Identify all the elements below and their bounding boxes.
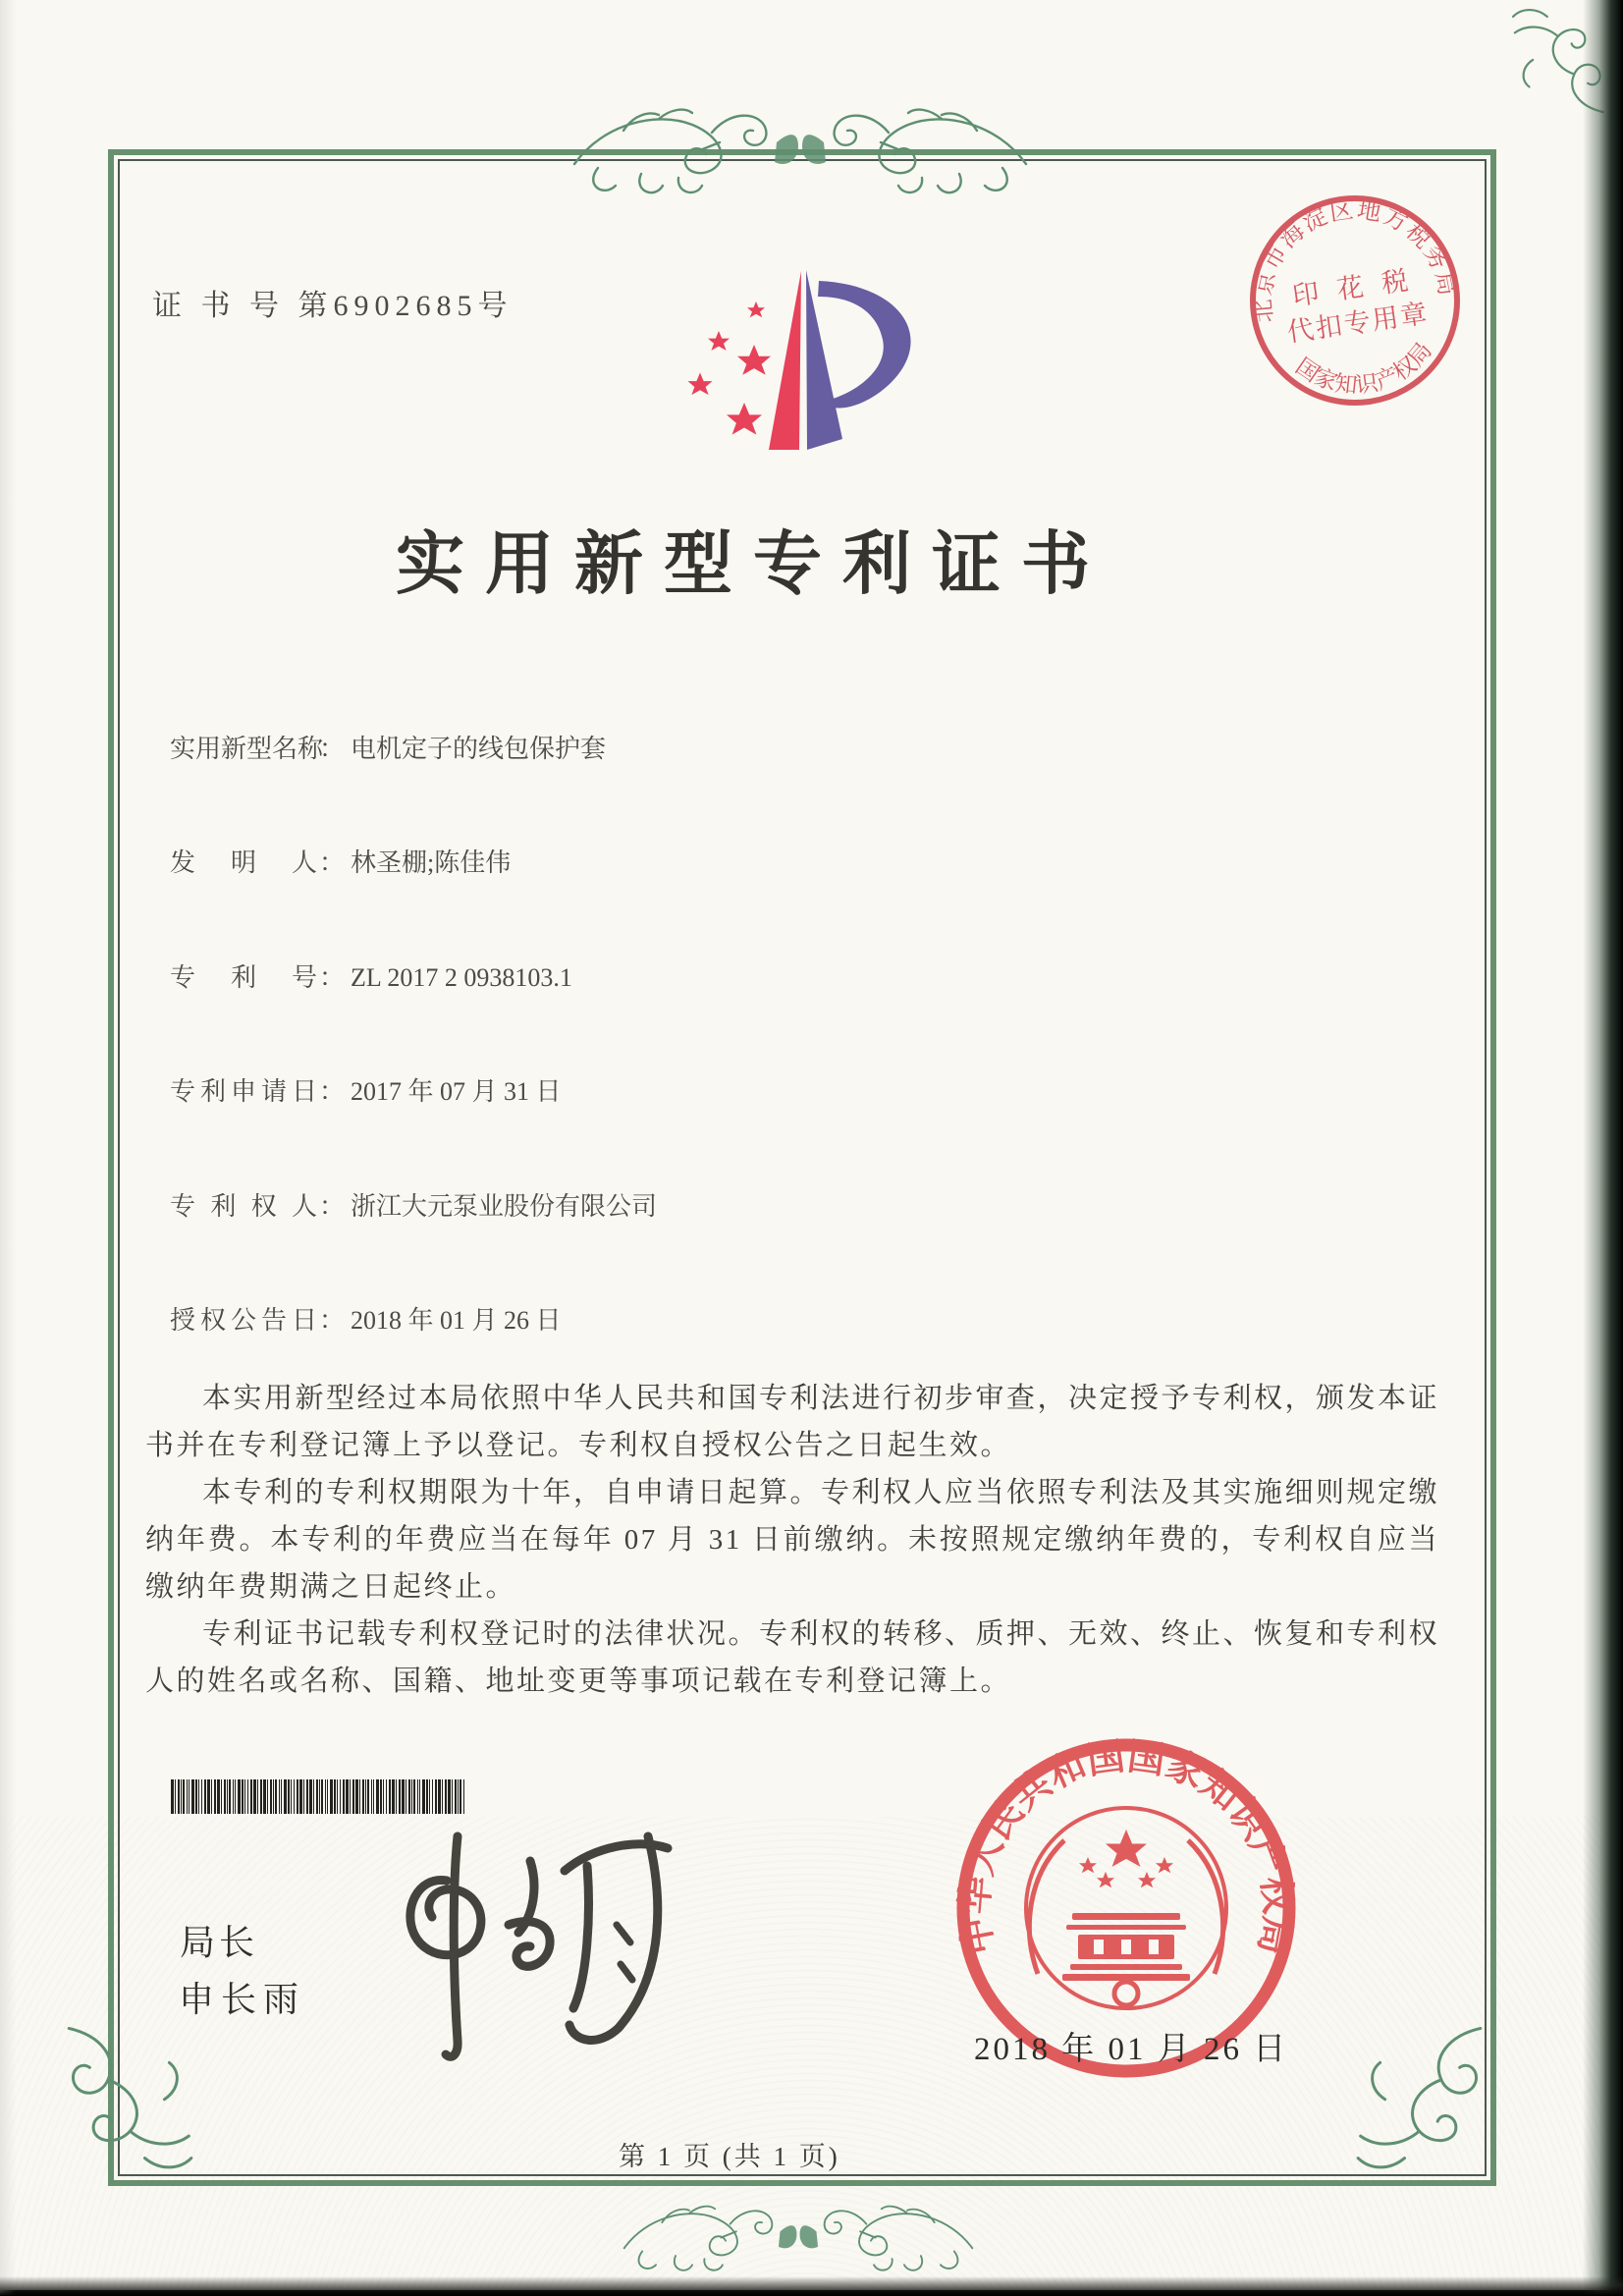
office-seal-arc-text: 中华人民共和国国家知识产权局 — [954, 1736, 1298, 1958]
tax-stamp-center-line1: 印 花 税 — [1290, 264, 1416, 311]
tax-stamp-center-line2: 代扣专用章 — [1285, 298, 1432, 348]
director-signature — [363, 1807, 697, 2072]
field-colon: ： — [319, 1192, 346, 1221]
field-colon: ： — [319, 735, 346, 763]
national-emblem — [1026, 1808, 1226, 2008]
scan-edge-bottom — [0, 2276, 1623, 2296]
field-patent-number — [170, 957, 572, 994]
tax-stamp-arc-bottom-text: 国家知识产权局 — [1290, 338, 1437, 399]
field-grant-date — [170, 1300, 562, 1337]
scan-edge-right — [1583, 0, 1623, 2296]
paragraph-register: 专利证书记载专利权登记时的法律状况。专利权的转移、质押、无效、终止、恢复和专利权人的姓名或名称、国籍、地址变更等事项记载在专利登记簿上。 — [145, 1618, 1440, 1697]
legal-text-block — [145, 1375, 1439, 1705]
page-number: 第 1 页 (共 1 页) — [619, 2142, 840, 2171]
dragon-ornament-bottom — [617, 2200, 980, 2272]
field-value: ZL 2017 2 0938103.1 — [351, 963, 572, 992]
field-label: 授权公告日 — [170, 1306, 317, 1335]
tax-stamp-arc-top-text: 北京市海淀区地方税务局 — [1250, 197, 1460, 324]
cnipa-logo — [676, 246, 941, 457]
field-value: 2018 年 01 月 26 日 — [351, 1306, 562, 1335]
paragraph-grant: 本实用新型经过本局依照中华人民共和国专利法进行初步审查，决定授予专利权，颁发本证书并在专利登记簿上予以登记。专利权自授权公告之日起生效。 — [145, 1383, 1440, 1461]
field-value: 浙江大元泵业股份有限公司 — [351, 1192, 658, 1221]
tax-stamp — [1217, 163, 1492, 438]
corner-flourish-bottom-left — [59, 2021, 206, 2180]
field-colon: ： — [319, 1306, 346, 1335]
field-label: 专利申请日 — [170, 1077, 317, 1106]
field-filing-date — [170, 1071, 562, 1108]
field-colon: ： — [319, 848, 346, 877]
field-label: 专利权人 — [170, 1192, 317, 1221]
field-label: 发明人 — [170, 848, 317, 877]
signatory-name: 申长雨 — [179, 1979, 306, 2019]
scan-edge-left — [0, 0, 16, 2296]
logo-red-wedge — [769, 271, 801, 450]
corner-flourish-bottom-right — [1343, 2021, 1490, 2180]
signatory-title: 局长 — [180, 1922, 259, 1962]
logo-purple-bowl — [818, 281, 911, 408]
field-colon: ： — [319, 963, 346, 992]
logo-stars — [688, 301, 772, 435]
paragraph-term-fees: 本专利的专利权期限为十年，自申请日起算。专利权人应当依照专利法及其实施细则规定缴纳年费。本专利的年费应当在每年 07 月 31 日前缴纳。未按照规定缴纳年费的，专利权自应当缴纳年费期满之日起终止。 — [145, 1477, 1440, 1603]
certificate-title: 实用新型专利证书 — [396, 527, 1110, 603]
field-utility-model-name — [170, 729, 606, 765]
field-label: 实用新型名称 — [170, 735, 324, 763]
field-inventor — [170, 843, 511, 879]
dragon-ornament-top — [565, 101, 1036, 195]
field-colon: ： — [319, 1077, 346, 1106]
field-value: 2017 年 07 月 31 日 — [351, 1077, 562, 1106]
field-value: 林圣棚;陈佳伟 — [351, 848, 512, 877]
field-label: 专利号 — [170, 963, 317, 992]
field-value: 电机定子的线包保护套 — [351, 735, 607, 763]
issue-date: 2018 年 01 月 26 日 — [974, 2032, 1289, 2067]
certificate-number: 证 书 号 第6902685号 — [152, 290, 514, 322]
field-patentee — [170, 1186, 657, 1223]
